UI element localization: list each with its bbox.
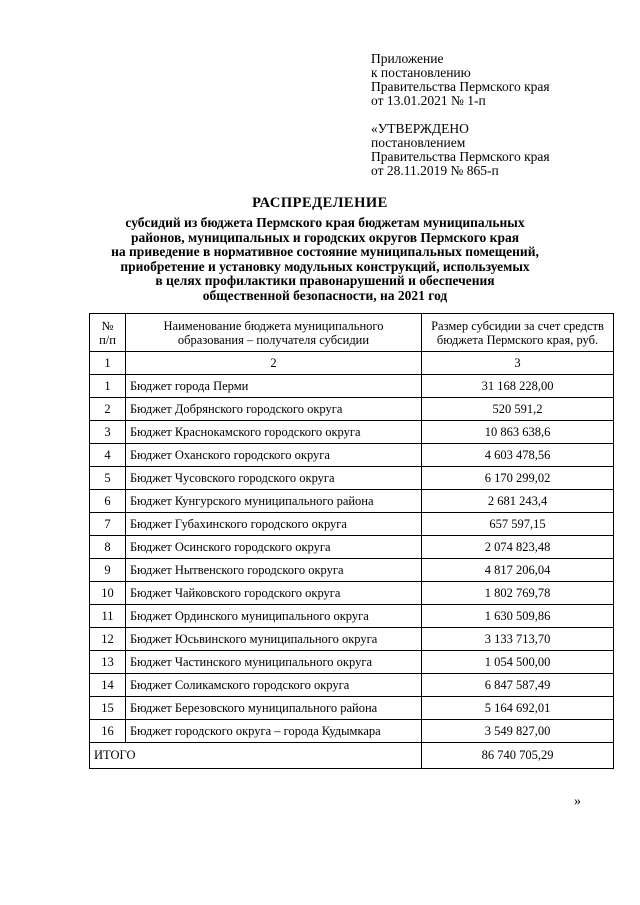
appendix-line: Правительства Пермского края [371,79,550,94]
row-budget-name: Бюджет Кунгурского муниципального района [126,490,422,513]
row-number: 11 [90,605,126,628]
row-number: 1 [90,375,126,398]
row-budget-name: Бюджет Частинского муниципального округа [126,651,422,674]
approved-line: Правительства Пермского края [371,149,550,164]
row-amount: 3 133 713,70 [422,628,614,651]
column-index-row [90,352,614,375]
row-amount: 4 603 478,56 [422,444,614,467]
row-number: 7 [90,513,126,536]
row-budget-name: Бюджет Краснокамского городского округа [126,421,422,444]
row-amount: 2 074 823,48 [422,536,614,559]
total-label: ИТОГО [90,743,422,769]
row-amount: 10 863 638,6 [422,421,614,444]
approved-line: «УТВЕРЖДЕНО [371,121,469,136]
total-amount: 86 740 705,29 [422,743,614,769]
row-number: 16 [90,720,126,743]
subtitle-line: общественной безопасности, на 2021 год [202,287,448,303]
row-amount: 6 170 299,02 [422,467,614,490]
table-row [90,559,614,582]
row-number: 8 [90,536,126,559]
approved-block [371,122,633,178]
table-row [90,674,614,697]
allocation-table [89,313,614,769]
row-amount: 657 597,15 [422,513,614,536]
subtitle-line: районов, муниципальных и городских округов Пермского края [130,229,520,245]
approval-block [371,52,633,192]
row-number: 6 [90,490,126,513]
row-amount: 1 630 509,86 [422,605,614,628]
table-row [90,375,614,398]
table-row [90,444,614,467]
column-index: 1 [90,352,126,375]
row-budget-name: Бюджет городского округа – города Кудымкара [126,720,422,743]
document-title: РАСПРЕДЕЛЕНИЕ [252,195,388,211]
row-number: 2 [90,398,126,421]
appendix-line: к постановлению [371,65,471,80]
row-budget-name: Бюджет Нытвенского городского округа [126,559,422,582]
row-number: 14 [90,674,126,697]
document-subtitle [60,216,590,303]
row-number: 3 [90,421,126,444]
row-number: 4 [90,444,126,467]
table-row [90,697,614,720]
table-row [90,628,614,651]
table-row [90,582,614,605]
row-number: 9 [90,559,126,582]
table-row [90,720,614,743]
row-number: 15 [90,697,126,720]
row-number: 10 [90,582,126,605]
row-budget-name: Бюджет Осинского городского округа [126,536,422,559]
row-budget-name: Бюджет Чусовского городского округа [126,467,422,490]
row-budget-name: Бюджет Добрянского городского округа [126,398,422,421]
header-num: № п/п [90,314,126,352]
table-row [90,605,614,628]
table-row [90,536,614,559]
subtitle-line: на приведение в нормативное состояние муниципальных помещений, [111,244,539,259]
row-amount: 4 817 206,04 [422,559,614,582]
approved-line: постановлением [371,135,466,150]
row-budget-name: Бюджет Березовского муниципального района [126,697,422,720]
row-amount: 520 591,2 [422,398,614,421]
header-amount: Размер субсидии за счет средств бюджета Пермского края, руб. [422,314,614,352]
row-amount: 6 847 587,49 [422,674,614,697]
row-amount: 31 168 228,00 [422,375,614,398]
appendix-block [371,52,633,108]
column-index: 3 [422,352,614,375]
approved-line: от 28.11.2019 № 865-п [371,163,499,178]
table-row [90,513,614,536]
row-budget-name: Бюджет Оханского городского округа [126,444,422,467]
row-number: 13 [90,651,126,674]
table-header-row [90,314,614,352]
subtitle-line: приобретение и установку модульных конструкций, используемых [120,258,530,274]
row-budget-name: Бюджет Чайковского городского округа [126,582,422,605]
row-amount: 1 054 500,00 [422,651,614,674]
row-amount: 3 549 827,00 [422,720,614,743]
table-row [90,421,614,444]
subtitle-line: субсидий из бюджета Пермского края бюджетам муниципальных [125,215,525,230]
subtitle-line: в целях профилактики правонарушений и обеспечения [155,273,495,288]
column-index: 2 [126,352,422,375]
row-budget-name: Бюджет города Перми [126,375,422,398]
row-budget-name: Бюджет Юсьвинского муниципального округа [126,628,422,651]
table-row [90,651,614,674]
row-number: 12 [90,628,126,651]
appendix-line: от 13.01.2021 № 1-п [371,93,486,108]
row-budget-name: Бюджет Губахинского городского округа [126,513,422,536]
row-amount: 5 164 692,01 [422,697,614,720]
row-amount: 1 802 769,78 [422,582,614,605]
table-total-row [90,743,614,769]
row-budget-name: Бюджет Соликамского городского округа [126,674,422,697]
table-row [90,398,614,421]
row-amount: 2 681 243,4 [422,490,614,513]
row-number: 5 [90,467,126,490]
table-row [90,490,614,513]
header-name: Наименование бюджета муниципального образования – получателя субсидии [126,314,422,352]
appendix-line: Приложение [371,51,444,66]
table-row [90,467,614,490]
row-budget-name: Бюджет Ординского муниципального округа [126,605,422,628]
closing-quote: » [574,794,581,809]
